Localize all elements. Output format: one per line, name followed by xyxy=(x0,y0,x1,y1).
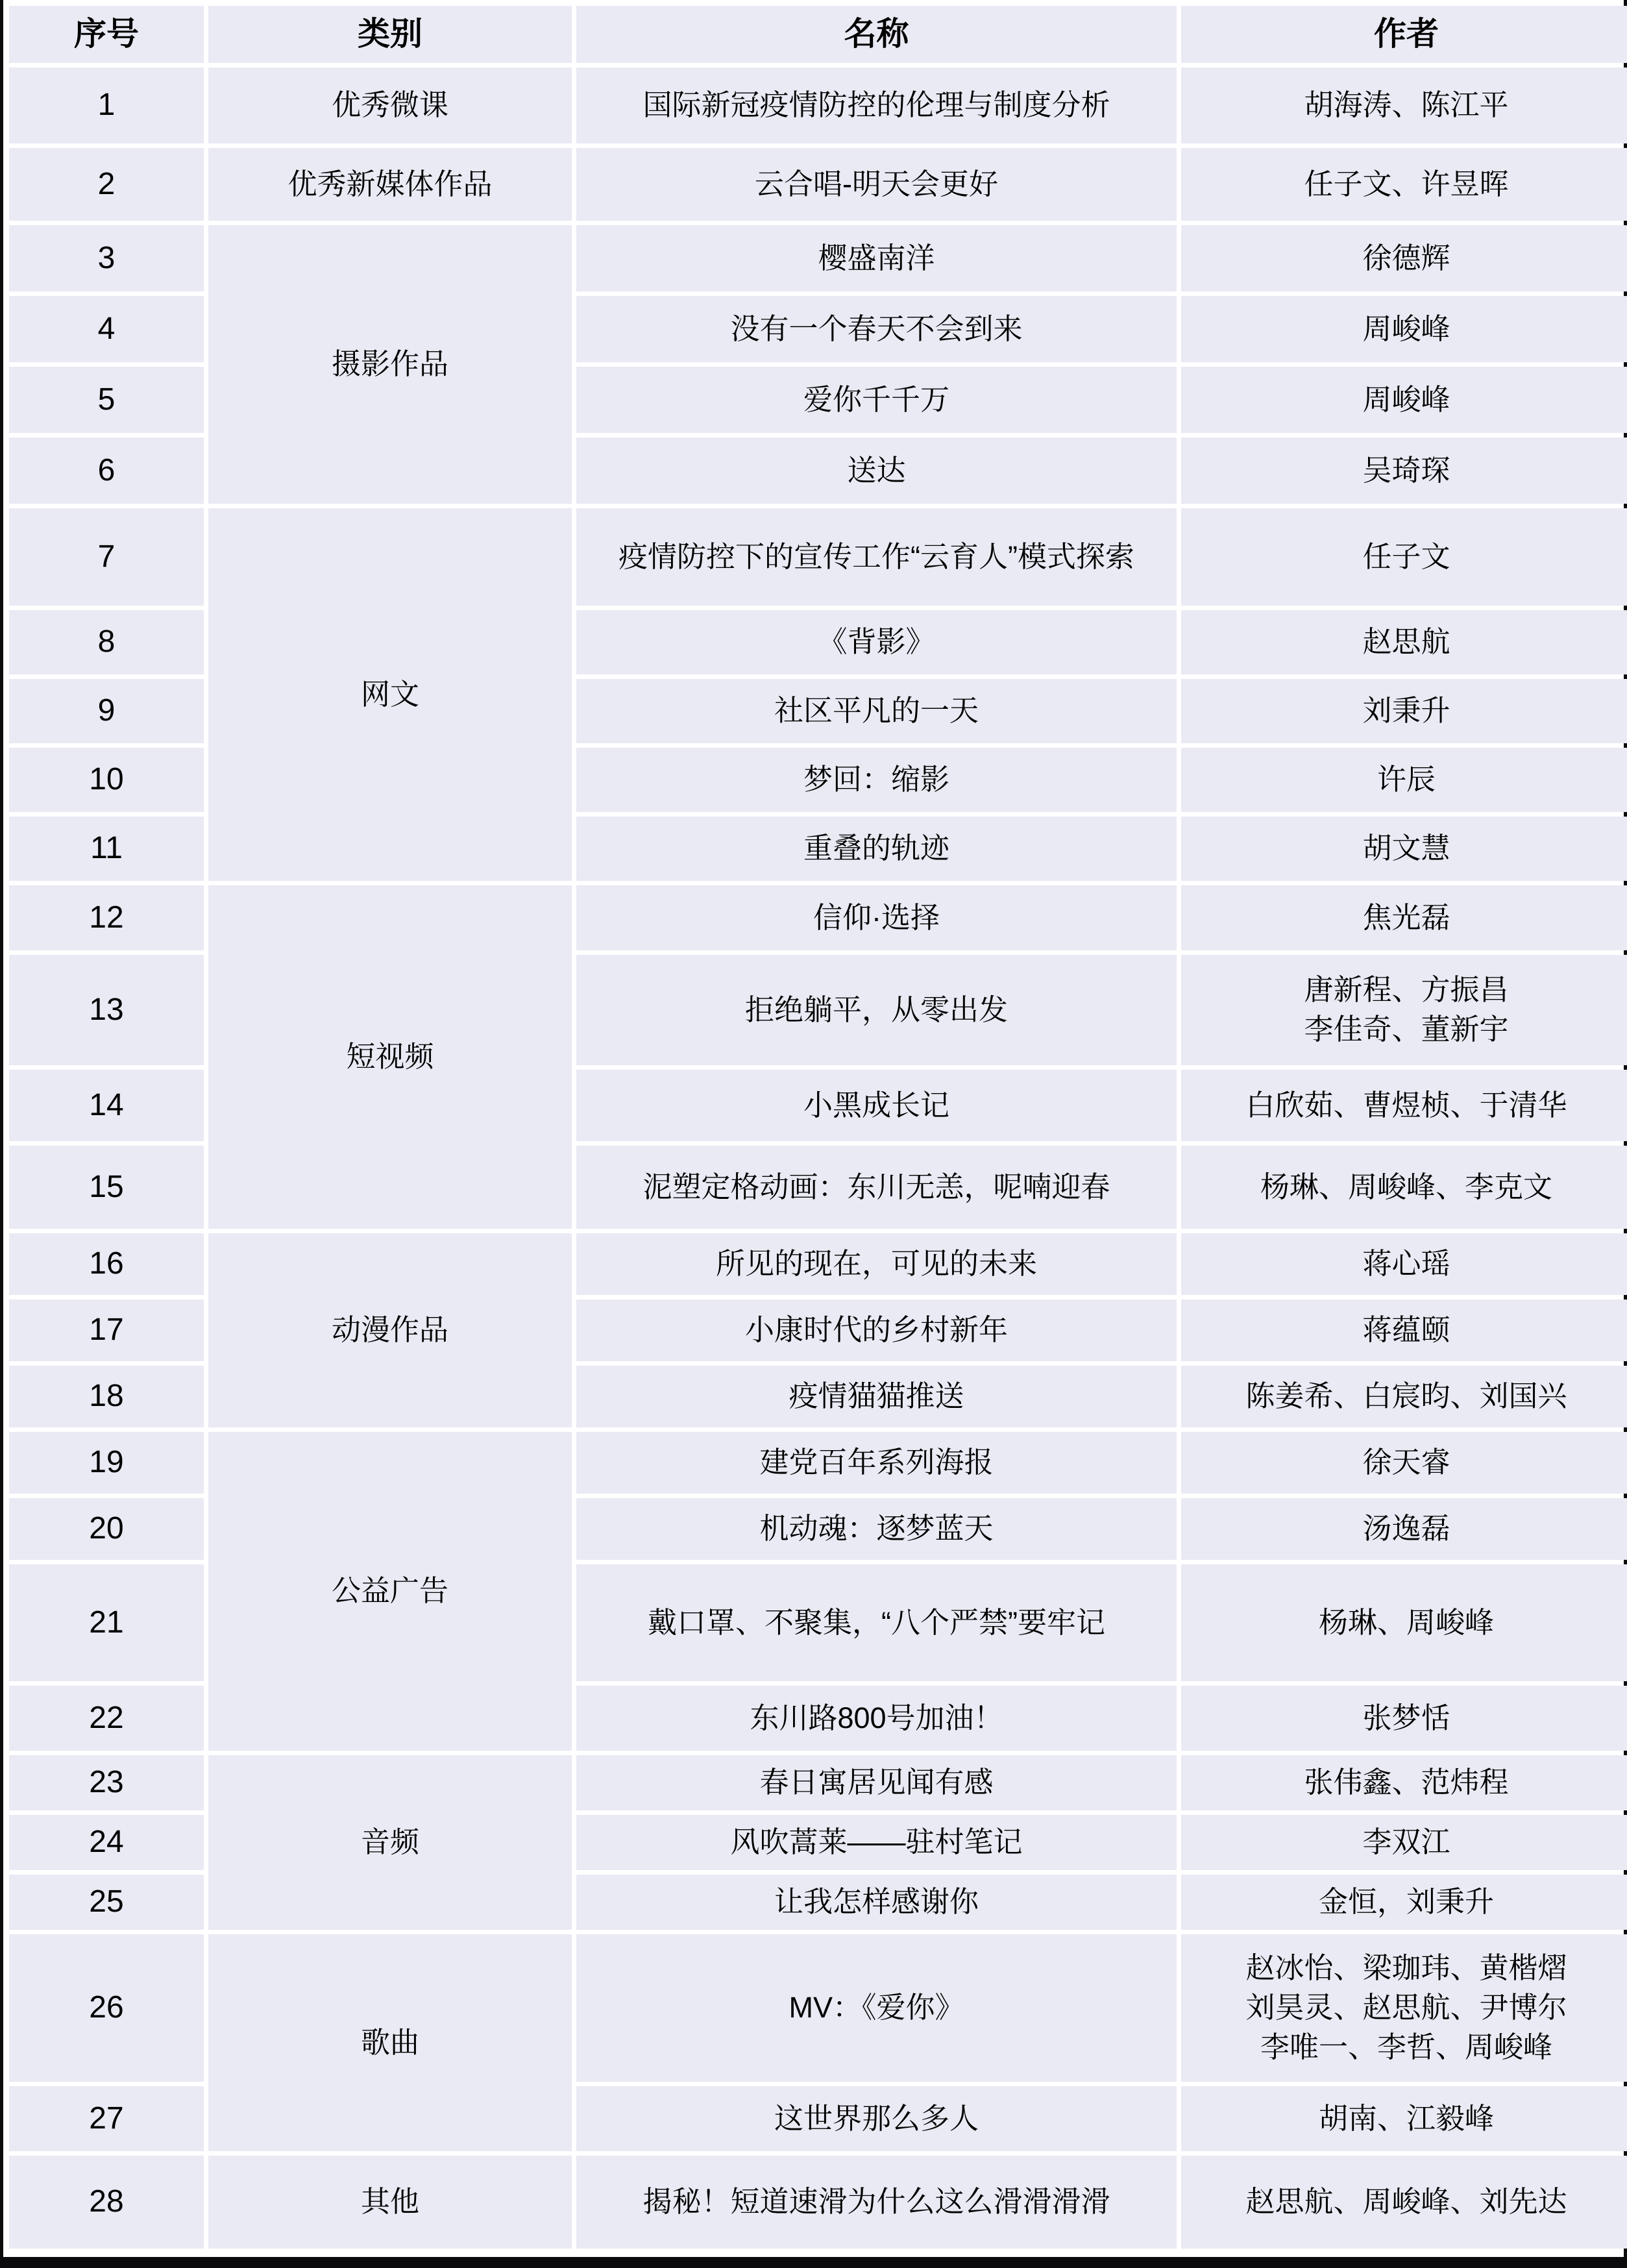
author-line: 杨琳、周峻峰、李克文 xyxy=(1260,1170,1552,1203)
authors-cell xyxy=(1181,2086,1627,2151)
table-row xyxy=(9,1755,1627,1810)
author-line: 徐天睿 xyxy=(1362,1446,1450,1479)
awards-table xyxy=(5,1,1627,2253)
name-cell: 泥塑定格动画：东川无恙，呢喃迎春 xyxy=(576,1146,1177,1229)
authors-cell xyxy=(1181,225,1627,291)
author-line: 唐新程、方振昌 xyxy=(1304,973,1509,1007)
row-number-cell: 12 xyxy=(9,885,204,950)
col-header-index: 序号 xyxy=(9,6,204,63)
table-row xyxy=(9,508,1627,606)
table-row xyxy=(9,2156,1627,2249)
row-number-cell: 16 xyxy=(9,1233,204,1295)
author-line: 汤逸磊 xyxy=(1362,1512,1450,1546)
category-cell: 公益广告 xyxy=(208,1432,572,1751)
author-line: 周峻峰 xyxy=(1362,312,1450,345)
row-number-cell: 28 xyxy=(9,2156,204,2249)
name-cell: 重叠的轨迹 xyxy=(576,817,1177,881)
authors-cell xyxy=(1181,748,1627,812)
name-cell: 樱盛南洋 xyxy=(576,225,1177,291)
category-cell: 音频 xyxy=(208,1755,572,1930)
name-cell: 风吹蒿莱——驻村笔记 xyxy=(576,1815,1177,1870)
table-row xyxy=(9,1233,1627,1295)
author-line: 徐德辉 xyxy=(1362,241,1450,275)
row-number-cell: 22 xyxy=(9,1686,204,1751)
author-line: 赵冰怡、梁珈玮、黄楷熠 xyxy=(1245,1951,1567,1985)
authors-cell xyxy=(1181,508,1627,606)
author-line: 焦光磊 xyxy=(1362,900,1450,934)
name-cell: MV：《爱你》 xyxy=(576,1934,1177,2082)
authors-cell xyxy=(1181,1755,1627,1810)
col-header-category: 类别 xyxy=(208,6,572,63)
name-cell: 这世界那么多人 xyxy=(576,2086,1177,2151)
authors-cell xyxy=(1181,1300,1627,1361)
name-cell: 东川路800号加油！ xyxy=(576,1686,1177,1751)
row-number-cell: 24 xyxy=(9,1815,204,1870)
row-number-cell: 17 xyxy=(9,1300,204,1361)
row-number-cell: 27 xyxy=(9,2086,204,2151)
author-line: 刘秉升 xyxy=(1362,694,1450,728)
row-number-cell: 3 xyxy=(9,225,204,291)
row-number-cell: 10 xyxy=(9,748,204,812)
author-line: 金恒，刘秉升 xyxy=(1318,1885,1494,1919)
col-header-author: 作者 xyxy=(1181,6,1627,63)
row-number-cell: 14 xyxy=(9,1070,204,1141)
name-cell: 机动魂：逐梦蓝天 xyxy=(576,1498,1177,1560)
row-number-cell: 18 xyxy=(9,1366,204,1427)
table-row xyxy=(9,1432,1627,1494)
name-cell: 云合唱-明天会更好 xyxy=(576,148,1177,221)
row-number-cell: 1 xyxy=(9,68,204,143)
authors-cell xyxy=(1181,1686,1627,1751)
authors-cell xyxy=(1181,367,1627,433)
row-number-cell: 7 xyxy=(9,508,204,606)
author-line: 许辰 xyxy=(1376,763,1436,796)
authors-cell xyxy=(1181,610,1627,674)
name-cell: 让我怎样感谢你 xyxy=(576,1875,1177,1930)
author-line: 赵思航、周峻峰、刘先达 xyxy=(1245,2185,1567,2219)
name-cell: 国际新冠疫情防控的伦理与制度分析 xyxy=(576,68,1177,143)
name-cell: 揭秘！短道速滑为什么这么滑滑滑滑 xyxy=(576,2156,1177,2249)
authors-cell xyxy=(1181,679,1627,743)
authors-cell xyxy=(1181,1875,1627,1930)
name-cell: 梦回：缩影 xyxy=(576,748,1177,812)
name-cell: 拒绝躺平，从零出发 xyxy=(576,955,1177,1065)
name-cell: 小黑成长记 xyxy=(576,1070,1177,1141)
row-number-cell: 9 xyxy=(9,679,204,743)
name-cell: 疫情防控下的宣传工作“云育人”模式探索 xyxy=(576,508,1177,606)
authors-cell xyxy=(1181,1233,1627,1295)
row-number-cell: 2 xyxy=(9,148,204,221)
name-cell: 所见的现在，可见的未来 xyxy=(576,1233,1177,1295)
name-cell: 戴口罩、不聚集，“八个严禁”要牢记 xyxy=(576,1564,1177,1681)
name-cell: 爱你千千万 xyxy=(576,367,1177,433)
authors-cell xyxy=(1181,1070,1627,1141)
row-number-cell: 4 xyxy=(9,296,204,362)
category-cell: 优秀新媒体作品 xyxy=(208,148,572,221)
category-cell: 歌曲 xyxy=(208,1934,572,2151)
table-row xyxy=(9,148,1627,221)
name-cell: 《背影》 xyxy=(576,610,1177,674)
author-line: 张伟鑫、范炜程 xyxy=(1304,1766,1509,1799)
authors-cell xyxy=(1181,1432,1627,1494)
author-line: 胡文慧 xyxy=(1362,832,1450,865)
author-line: 杨琳、周峻峰 xyxy=(1318,1605,1494,1639)
row-number-cell: 13 xyxy=(9,955,204,1065)
author-line: 赵思航 xyxy=(1362,625,1450,659)
row-number-cell: 20 xyxy=(9,1498,204,1560)
row-number-cell: 11 xyxy=(9,817,204,881)
category-cell: 动漫作品 xyxy=(208,1233,572,1427)
author-line: 周峻峰 xyxy=(1362,382,1450,416)
author-line: 胡海涛、陈江平 xyxy=(1304,88,1509,122)
authors-cell xyxy=(1181,1146,1627,1229)
authors-cell xyxy=(1181,1366,1627,1427)
col-header-name: 名称 xyxy=(576,6,1177,63)
authors-cell xyxy=(1181,885,1627,950)
category-cell: 优秀微课 xyxy=(208,68,572,143)
name-cell: 信仰·选择 xyxy=(576,885,1177,950)
authors-cell xyxy=(1181,68,1627,143)
table-row xyxy=(9,225,1627,291)
authors-cell xyxy=(1181,1498,1627,1560)
author-line: 吴琦琛 xyxy=(1362,453,1450,487)
authors-cell xyxy=(1181,148,1627,221)
row-number-cell: 6 xyxy=(9,438,204,504)
author-line: 李双江 xyxy=(1362,1825,1450,1859)
name-cell: 春日寓居见闻有感 xyxy=(576,1755,1177,1810)
category-cell: 网文 xyxy=(208,508,572,881)
category-cell: 其他 xyxy=(208,2156,572,2249)
name-cell: 小康时代的乡村新年 xyxy=(576,1300,1177,1361)
row-number-cell: 21 xyxy=(9,1564,204,1681)
row-number-cell: 8 xyxy=(9,610,204,674)
name-cell: 没有一个春天不会到来 xyxy=(576,296,1177,362)
authors-cell xyxy=(1181,1564,1627,1681)
row-number-cell: 25 xyxy=(9,1875,204,1930)
name-cell: 社区平凡的一天 xyxy=(576,679,1177,743)
table-row xyxy=(9,885,1627,950)
authors-cell xyxy=(1181,1934,1627,2082)
table-row xyxy=(9,68,1627,143)
row-number-cell: 5 xyxy=(9,367,204,433)
authors-cell xyxy=(1181,1815,1627,1870)
author-line: 胡南、江毅峰 xyxy=(1318,2101,1494,2135)
author-line: 任子文、许昱晖 xyxy=(1304,167,1509,201)
row-number-cell: 26 xyxy=(9,1934,204,2082)
author-line: 陈姜希、白宸昀、刘国兴 xyxy=(1245,1379,1567,1413)
authors-cell xyxy=(1181,2156,1627,2249)
table-row xyxy=(9,1934,1627,2082)
author-line: 蒋蕴颐 xyxy=(1362,1313,1450,1347)
authors-cell xyxy=(1181,438,1627,504)
authors-cell xyxy=(1181,817,1627,881)
author-line: 张梦恬 xyxy=(1362,1701,1450,1734)
row-number-cell: 15 xyxy=(9,1146,204,1229)
author-line: 蒋心瑶 xyxy=(1362,1247,1450,1281)
row-number-cell: 23 xyxy=(9,1755,204,1810)
author-line: 白欣茹、曹煜桢、于清华 xyxy=(1245,1088,1567,1122)
category-cell: 摄影作品 xyxy=(208,225,572,504)
author-line: 刘昊灵、赵思航、尹博尔 xyxy=(1245,1991,1567,2025)
name-cell: 疫情猫猫推送 xyxy=(576,1366,1177,1427)
row-number-cell: 19 xyxy=(9,1432,204,1494)
author-line: 李唯一、李哲、周峻峰 xyxy=(1260,2030,1552,2064)
authors-cell xyxy=(1181,955,1627,1065)
name-cell: 建党百年系列海报 xyxy=(576,1432,1177,1494)
author-line: 任子文 xyxy=(1362,539,1450,573)
header-row xyxy=(9,6,1627,63)
authors-cell xyxy=(1181,296,1627,362)
category-cell: 短视频 xyxy=(208,885,572,1229)
name-cell: 送达 xyxy=(576,438,1177,504)
author-line: 李佳奇、董新宇 xyxy=(1304,1013,1509,1046)
